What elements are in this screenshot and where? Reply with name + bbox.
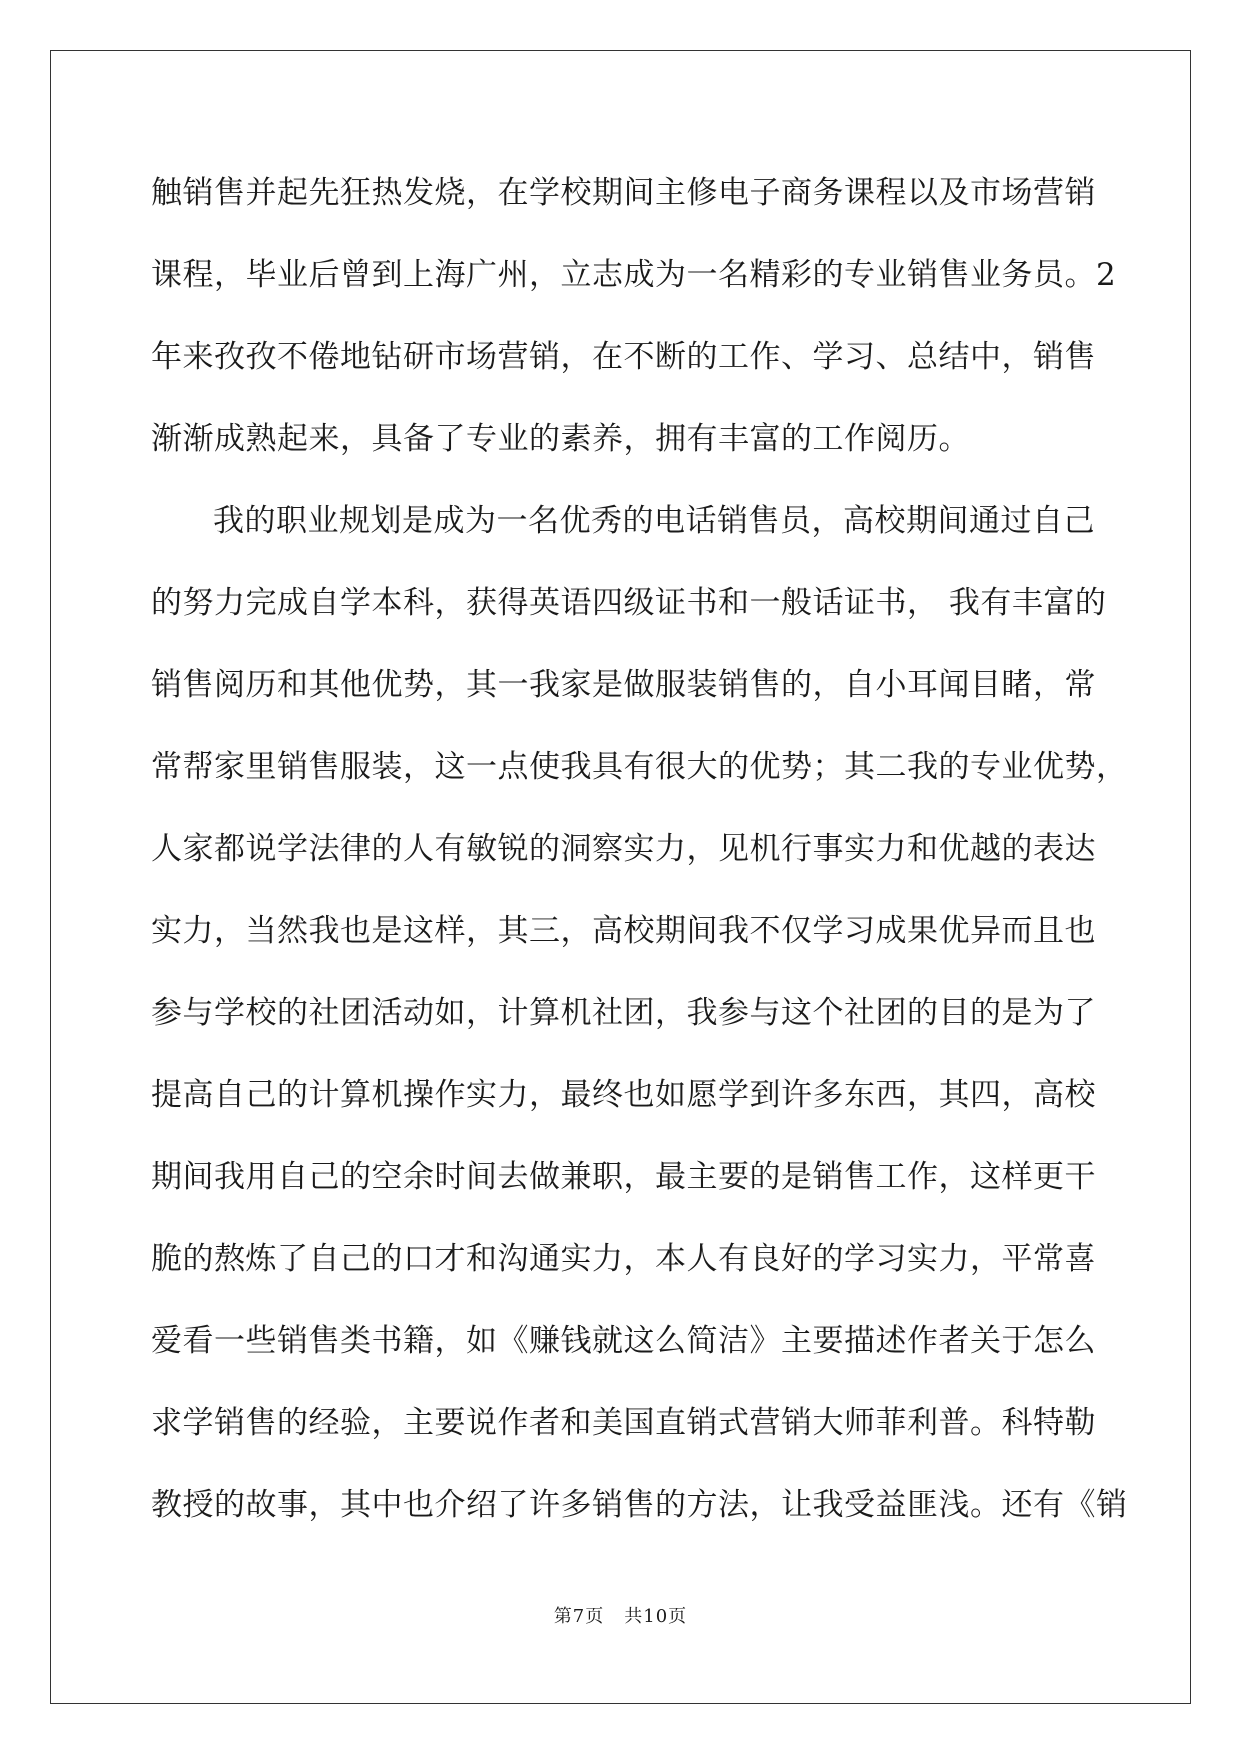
- page-footer: [0, 1602, 1241, 1628]
- text-line: 提高自己的计算机操作实力，最终也如愿学到许多东西，其四，高校: [151, 1077, 1096, 1113]
- text-line: 参与学校的社团活动如，计算机社团，我参与这个社团的目的是为了: [151, 995, 1096, 1031]
- text-line: 的努力完成自学本科，获得英语四级证书和一般话证书， 我有丰富的: [151, 585, 1107, 621]
- text-line: 课程，毕业后曾到上海广州，立志成为一名精彩的专业销售业务员。2: [151, 257, 1117, 293]
- text-line: 触销售并起先狂热发烧，在学校期间主修电子商务课程以及市场营销: [151, 175, 1096, 211]
- text-line: 教授的故事，其中也介绍了许多销售的方法，让我受益匪浅。还有《销: [151, 1487, 1128, 1523]
- document-body: [151, 162, 1128, 1556]
- current-page-number: 第7页: [553, 1606, 605, 1627]
- text-line: 求学销售的经验，主要说作者和美国直销式营销大师菲利普。科特勒: [151, 1405, 1096, 1441]
- text-line: 常帮家里销售服装，这一点使我具有很大的优势；其二我的专业优势，: [151, 749, 1128, 785]
- paragraph-start-line: 我的职业规划是成为一名优秀的电话销售员，高校期间通过自己: [213, 503, 1095, 539]
- text-line: 爱看一些销售类书籍，如《赚钱就这么简洁》主要描述作者关于怎么: [151, 1323, 1096, 1359]
- text-line: 年来孜孜不倦地钻研市场营销，在不断的工作、学习、总结中，销售: [151, 339, 1096, 375]
- total-pages: 共10页: [624, 1606, 688, 1627]
- text-line: 人家都说学法律的人有敏锐的洞察实力，见机行事实力和优越的表达: [151, 831, 1096, 867]
- text-line: 脆的熬炼了自己的口才和沟通实力，本人有良好的学习实力，平常喜: [151, 1241, 1096, 1277]
- text-line: 渐渐成熟起来，具备了专业的素养，拥有丰富的工作阅历。: [151, 421, 970, 457]
- text-line: 期间我用自己的空余时间去做兼职，最主要的是销售工作，这样更干: [151, 1159, 1096, 1195]
- text-line: 销售阅历和其他优势，其一我家是做服装销售的，自小耳闻目睹，常: [151, 667, 1096, 703]
- text-line: 实力，当然我也是这样，其三，高校期间我不仅学习成果优异而且也: [151, 913, 1096, 949]
